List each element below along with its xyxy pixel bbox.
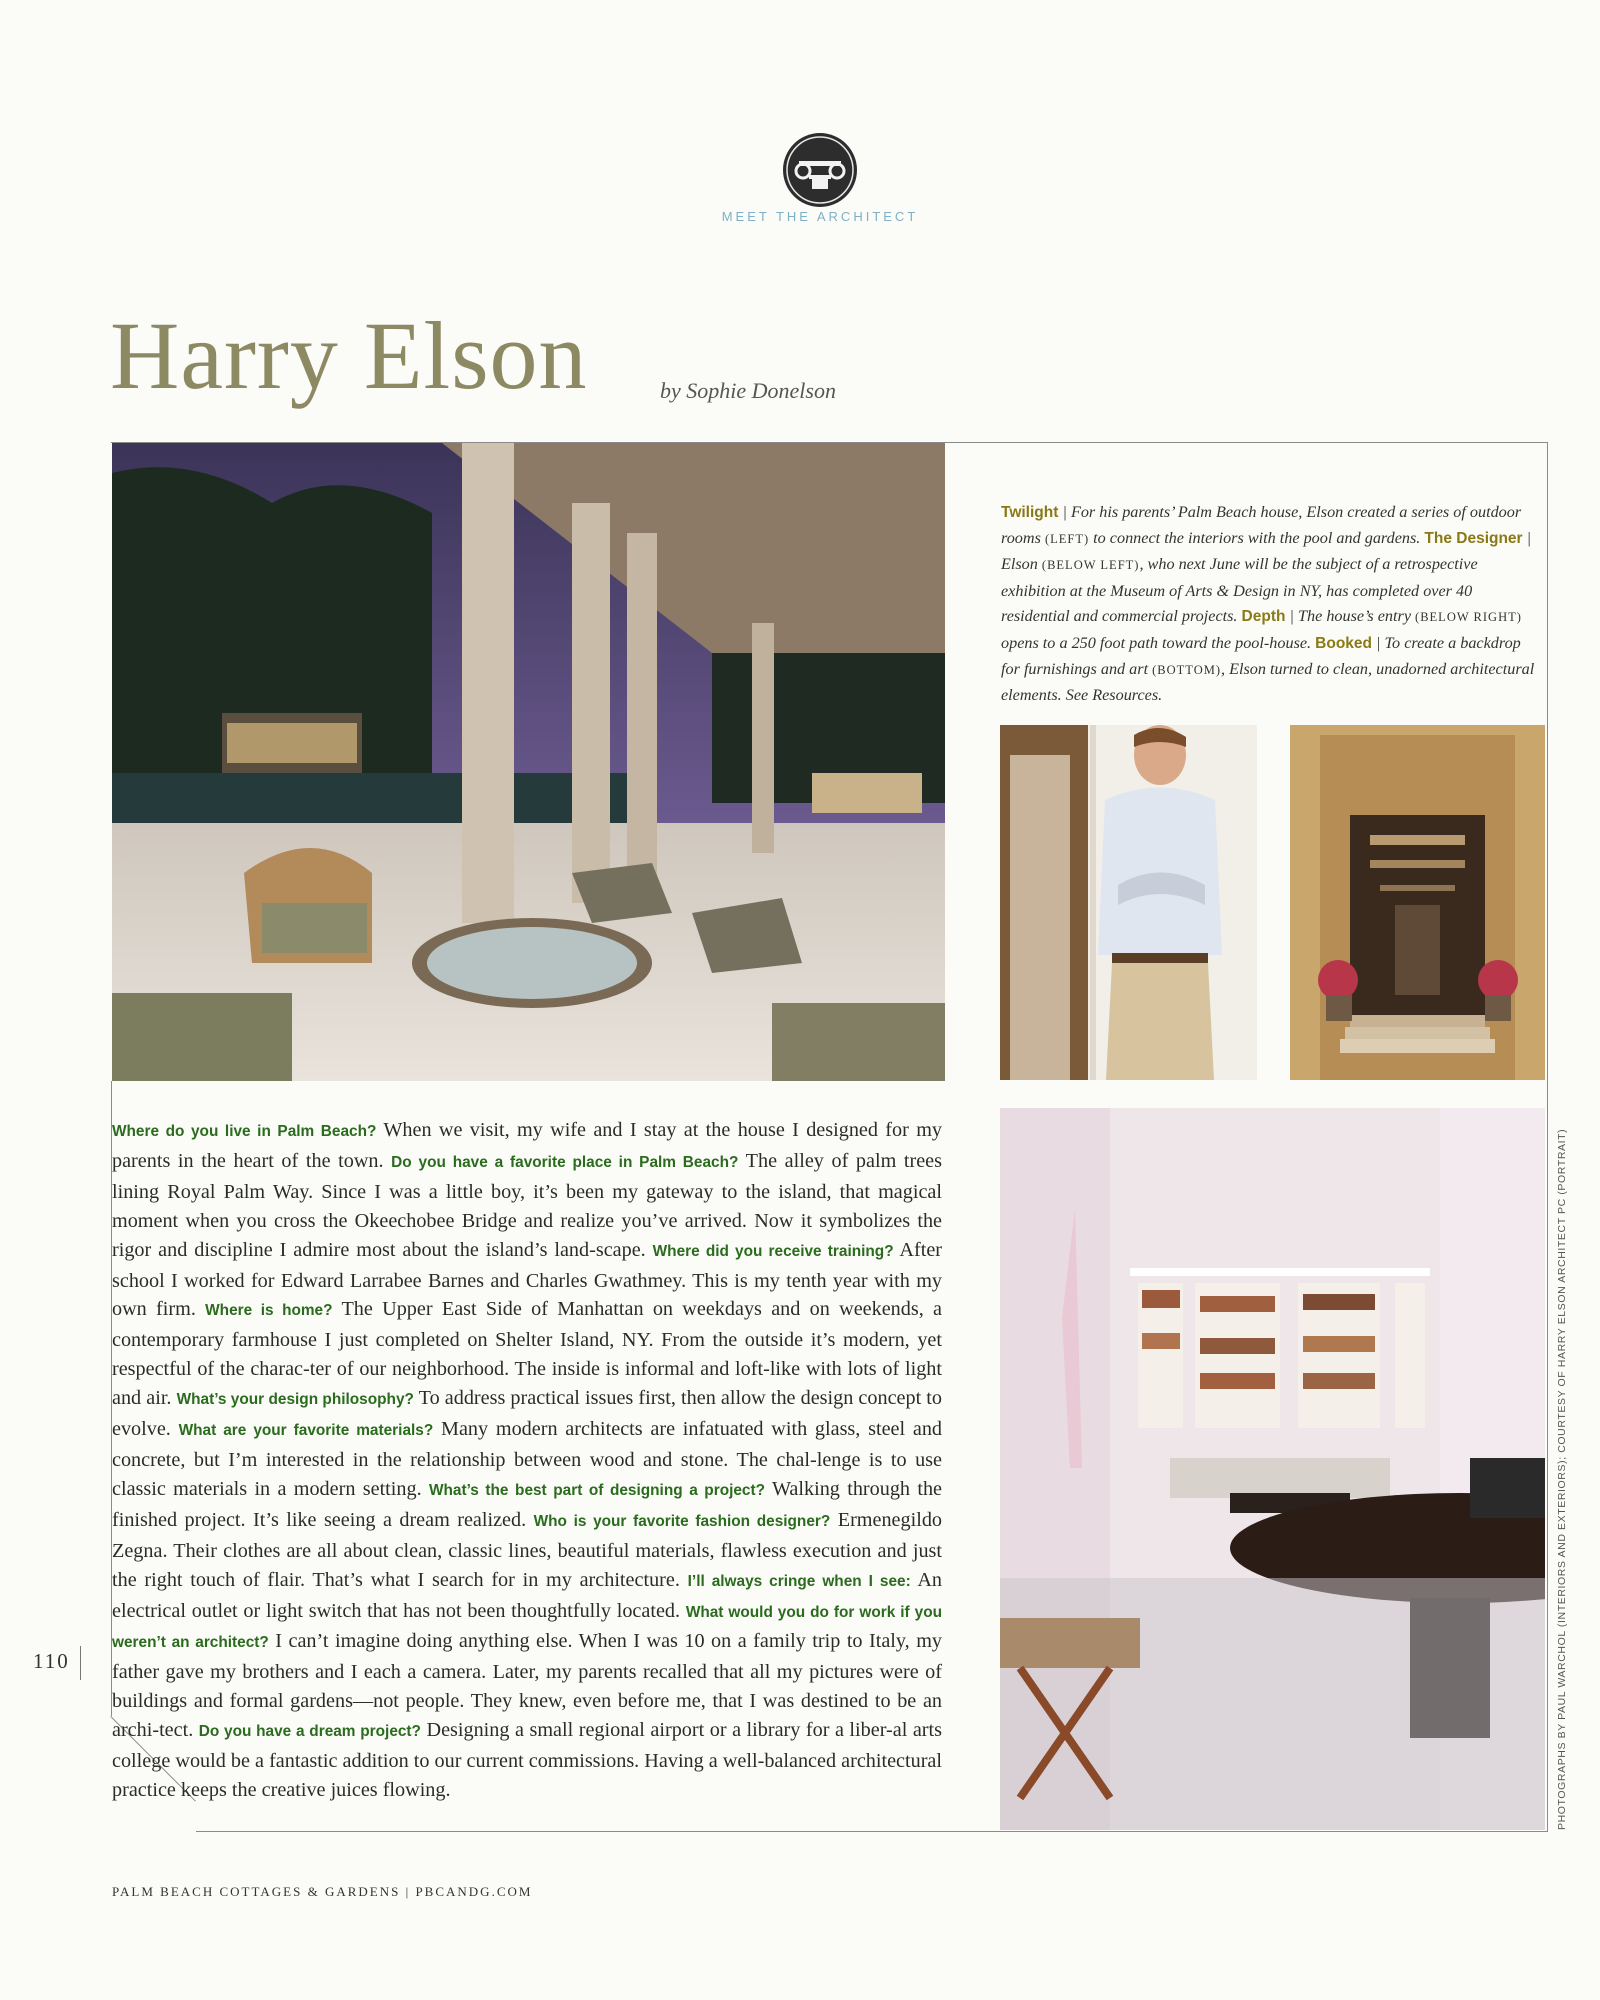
answer: I can’t imagine doing anything else. When I was 10 on a family trip to Italy, my father gave my brothers and I each a camera. Later, my parents recalled that all my pictures were of buildings and formal gardens—not people. They knew, even before me, that I was destined to be an archi-tect. <box>112 1630 943 1742</box>
answer: When we visit, my wife and I stay at the house I designed for my parents in the heart of the town. <box>112 1119 942 1172</box>
question: What’s your design philosophy? <box>176 1391 414 1409</box>
portrait-photo <box>1000 725 1257 1080</box>
question: What would you do for work if you weren’t an architect? <box>112 1603 942 1652</box>
answer: To address practical issues first, then allow the design concept to evolve. <box>112 1387 943 1441</box>
question: Who is your favorite fashion designer? <box>533 1512 831 1530</box>
answer: Designing a small regional airport or a library for a liber-al arts college would be a fantastic addition to our current commissions. Having a well-balanced architectural practice keeps the creative juices flowing. <box>112 1719 942 1801</box>
caption-lead-designer: The Designer <box>1424 529 1523 547</box>
question: What are your favorite materials? <box>178 1422 434 1440</box>
folio-divider <box>80 1646 81 1680</box>
interview-body <box>112 1116 942 1805</box>
byline: by Sophie Donelson <box>660 378 836 403</box>
answer: An electrical outlet or light switch that has not been thoughtfully located. <box>112 1568 943 1622</box>
question: Where did you receive training? <box>652 1242 894 1260</box>
answer: The Upper East Side of Manhattan on weekdays and on weekends, a contemporary farmhouse I just completed on Shelter Island, NY. From the outside it’s modern, yet respectful of the charac-ter of our neighborhood. The inside is informal and loft-like with lots of light and air. <box>112 1298 943 1410</box>
loggia-twilight-photo <box>112 443 945 1081</box>
frame-right-rule <box>1547 442 1548 1832</box>
question: I’ll always cringe when I see: <box>687 1572 911 1590</box>
answer: Walking through the finished project. It’s like seeing a dream realized. <box>112 1477 943 1531</box>
ionic-column-logo-icon <box>783 133 857 207</box>
frame-bottom-rule <box>196 1831 1548 1832</box>
caption-lead-booked: Booked <box>1315 634 1372 652</box>
question: Do you have a dream project? <box>198 1723 421 1741</box>
question: Where is home? <box>205 1302 333 1320</box>
answer: Ermenegildo Zegna. Their clothes are all about clean, classic lines, beautiful materials, flawless execution and just the right touch of flair. That’s what I search for in my architecture. <box>112 1508 943 1591</box>
article-title: Harry Elson <box>110 302 588 409</box>
entry-path-photo <box>1290 725 1545 1080</box>
page-number: 110 <box>33 1649 70 1673</box>
answer: After school I worked for Edward Larrabee Barnes and Charles Gwathmey. This is my tenth year with my own firm. <box>112 1238 943 1321</box>
photo-caption: Twilight | For his parents’ Palm Beach house, Elson created a series of outdoor rooms (LEFT) to connect the interiors with the pool and gardens. The Designer | Elson (BELOW LEFT), who next June will be the subject of a retrospective exhibition at the Museum of Arts & Design in NY, has completed over 40 residential and commercial projects. Depth | The house’s entry (BELOW RIGHT) opens to a 250 foot path toward the pool-house. Booked | To create a backdrop for furnishings and art (BOTTOM), Elson turned to clean, unadorned architectural elements. See Resources. <box>1001 503 1535 705</box>
question: What’s the best part of designing a project? <box>428 1481 766 1499</box>
section-kicker: MEET THE ARCHITECT <box>721 209 919 224</box>
question: Where do you live in Palm Beach? <box>112 1123 377 1140</box>
caption-lead-depth: Depth <box>1241 608 1286 626</box>
question: Do you have a favorite place in Palm Beach? <box>391 1153 739 1171</box>
answer: The alley of palm trees lining Royal Palm Way. Since I was a little boy, it’s been my gateway to the island, that magical moment when you cross the Okeechobee Bridge and realize you’ve arrived. Now it symbolizes the rigor and discipline I admire most about the island’s land-scape. <box>112 1149 942 1261</box>
photo-credit: PHOTOGRAPHS BY PAUL WARCHOL (INTERIORS AND EXTERIORS); COURTESY OF HARRY ELSON ARCHITECT PC (PORTRAIT) <box>1556 1128 1568 1830</box>
answer: Many modern architects are infatuated with glass, steel and concrete, but I’m interested in the relationship between wood and stone. The chal-lenge is to use classic materials in a modern setting. <box>112 1418 943 1500</box>
caption-lead-twilight: Twilight <box>1001 504 1059 521</box>
library-interior-photo <box>1000 1108 1545 1830</box>
magazine-footer: PALM BEACH COTTAGES & GARDENS | PBCANDG.COM <box>112 1884 533 1899</box>
